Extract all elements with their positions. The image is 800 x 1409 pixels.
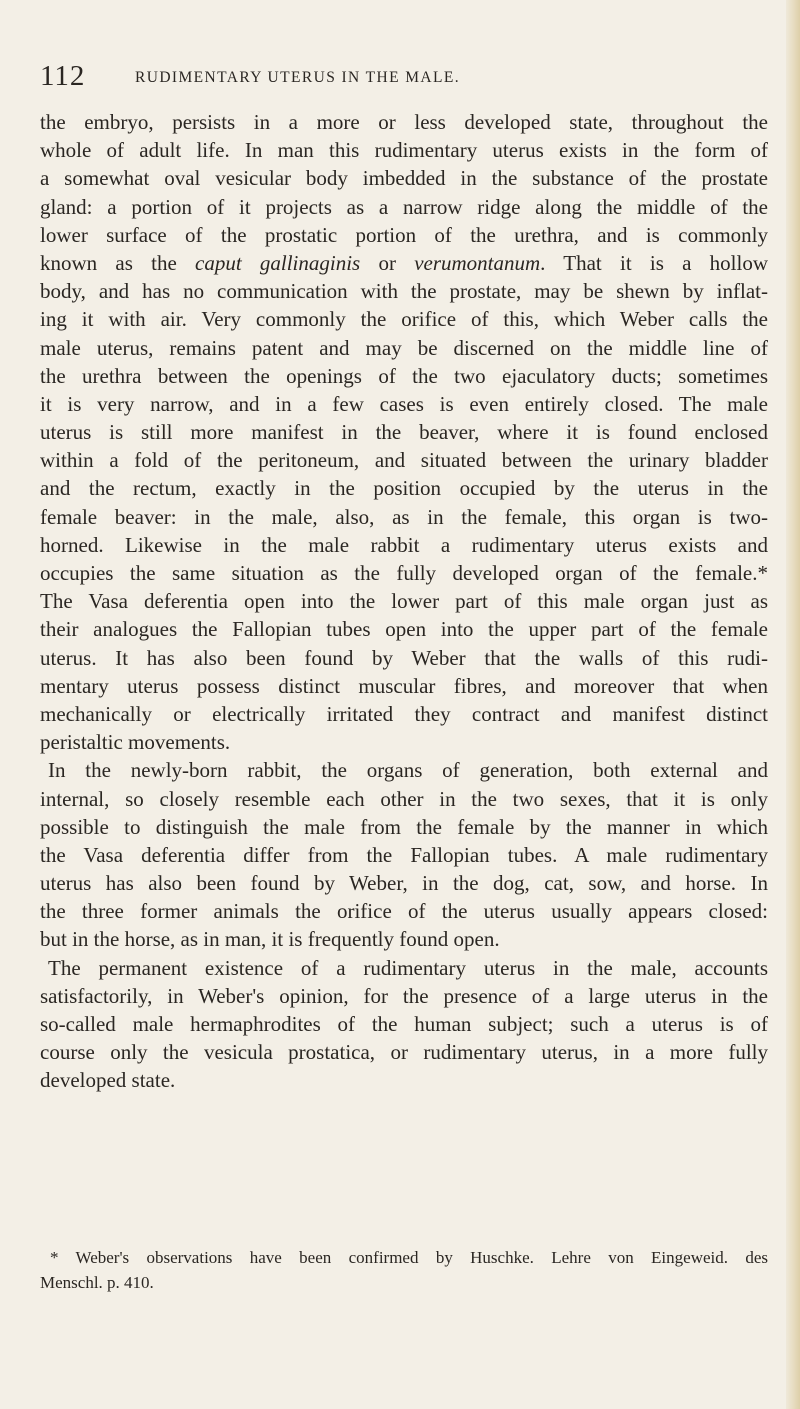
text-line: possible to distinguish the male from the female by the manner in which (40, 814, 768, 839)
text-line: so-called male hermaphrodites of the human subject; such a uterus is of (40, 1012, 768, 1036)
text-line: whole of adult life. In man this rudimentary uterus exists in the form of (40, 138, 768, 163)
body-text (40, 108, 768, 1095)
text-line: occupies the same situation as the fully developed organ of the female.* (40, 561, 768, 585)
text-line: The permanent existence of a rudimentary uterus in the male, accounts (48, 955, 768, 980)
text-line: course only the vesicula prostatica, or rudimentary uterus, in a more fully (40, 1040, 768, 1065)
text-line: uterus has also been found by Weber, in the dog, cat, sow, and horse. In (40, 871, 768, 896)
text-line: uterus is still more manifest in the beaver, where it is found enclosed (40, 420, 768, 445)
text-line: mechanically or electrically irritated they contract and manifest distinct (40, 701, 768, 726)
text-line: the embryo, persists in a more or less developed state, throughout the (40, 110, 768, 134)
text-line: it is very narrow, and in a few cases is even entirely closed. The male (40, 391, 768, 416)
text-line: uterus. It has also been found by Weber that the walls of this rudi- (40, 645, 768, 670)
text-line: developed state. (40, 1068, 176, 1093)
footnote-line: Menschl. p. 410. (40, 1273, 154, 1292)
text-line: gland: a portion of it projects as a narrow ridge along the middle of the (40, 194, 768, 219)
text-line: the Vasa deferentia differ from the Fallopian tubes. A male rudimentary (40, 842, 768, 867)
running-head: RUDIMENTARY UTERUS IN THE MALE. (135, 69, 461, 86)
text-line: known as the caput gallinaginis or verumontanum. That it is a hollow (40, 250, 768, 275)
text-line: their analogues the Fallopian tubes open into the upper part of the female (40, 617, 768, 642)
footnote (40, 1245, 768, 1295)
footnote-line: * Weber's observations have been confirmed by Huschke. Lehre von Eingeweid. des (50, 1248, 768, 1267)
text-line: satisfactorily, in Weber's opinion, for the presence of a large uterus in the (40, 983, 768, 1008)
text-line: lower surface of the prostatic portion of the urethra, and is commonly (40, 222, 768, 247)
text-line: peristaltic movements. (40, 730, 231, 755)
text-line: the three former animals the orifice of the uterus usually appears closed: (40, 899, 768, 924)
text-line: body, and has no communication with the prostate, may be shewn by inflat- (40, 279, 768, 304)
text-line: a somewhat oval vesicular body imbedded in the substance of the prostate (40, 166, 768, 191)
text-line: internal, so closely resemble each other in the two sexes, that it is only (40, 786, 768, 811)
page-number: 112 (40, 60, 86, 92)
text-line: horned. Likewise in the male rabbit a rudimentary uterus exists and (40, 532, 768, 557)
page-header (40, 60, 780, 94)
text-line: mentary uterus possess distinct muscular fibres, and moreover that when (40, 673, 768, 698)
text-line: and the rectum, exactly in the position occupied by the uterus in the (40, 476, 768, 501)
text-line: In the newly-born rabbit, the organs of generation, both external and (48, 758, 768, 783)
text-line: The Vasa deferentia open into the lower part of this male organ just as (40, 589, 768, 614)
page-edge-shadow (786, 0, 800, 1409)
text-line: but in the horse, as in man, it is frequently found open. (40, 927, 500, 952)
text-line: the urethra between the openings of the two ejaculatory ducts; sometimes (40, 363, 768, 388)
text-line: male uterus, remains patent and may be discerned on the middle line of (40, 335, 768, 360)
text-line: within a fold of the peritoneum, and situated between the urinary bladder (40, 448, 768, 473)
text-line: ing it with air. Very commonly the orifice of this, which Weber calls the (40, 307, 768, 332)
text-line: female beaver: in the male, also, as in the female, this organ is two- (40, 504, 768, 529)
